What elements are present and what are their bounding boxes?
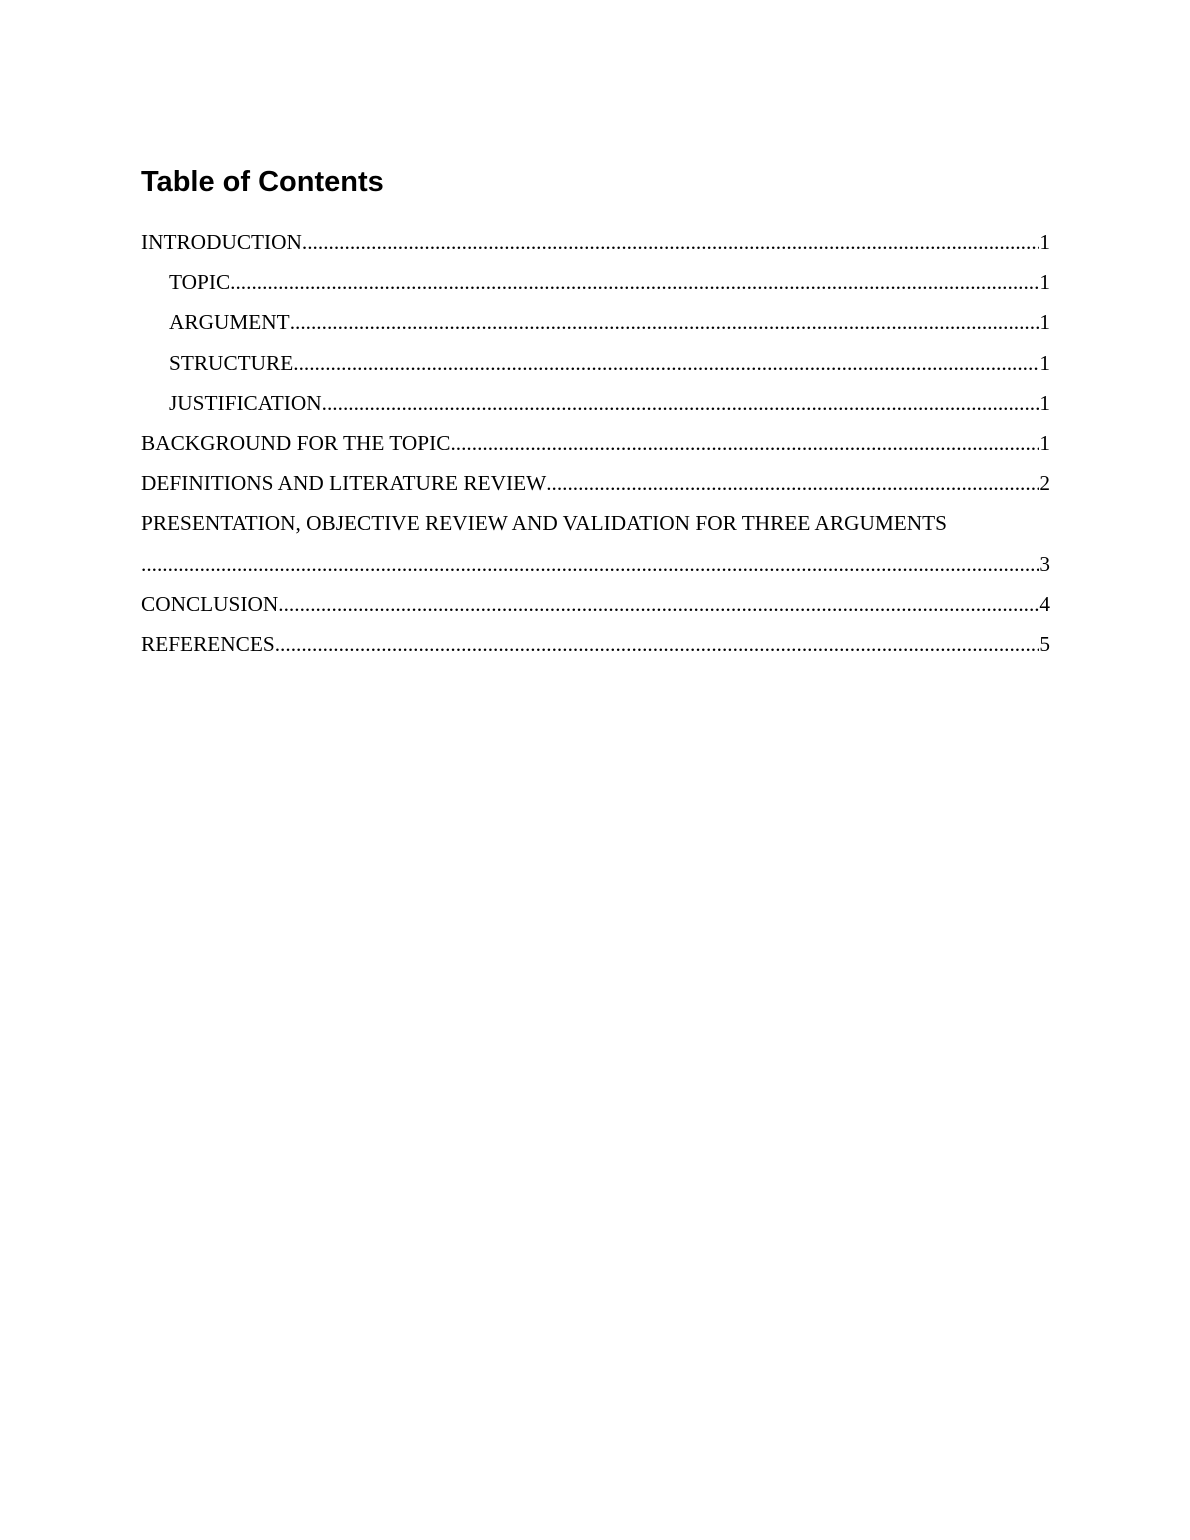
toc-entry-topic[interactable] xyxy=(141,262,1050,302)
toc-page-number: 5 xyxy=(1039,631,1050,656)
toc-page-number: 1 xyxy=(1039,390,1050,415)
toc-list xyxy=(141,222,1050,664)
toc-leader-dots xyxy=(546,463,1039,503)
document-page xyxy=(141,160,1050,664)
toc-entry-text: INTRODUCTION xyxy=(141,230,302,254)
toc-leader-dots xyxy=(278,584,1039,624)
toc-page-number: 2 xyxy=(1039,471,1050,496)
toc-entry-presentation[interactable] xyxy=(141,503,1050,583)
toc-leader-dots xyxy=(230,262,1039,302)
toc-page-number: 1 xyxy=(1039,430,1050,455)
toc-leader-dots xyxy=(275,624,1040,664)
toc-entry-text: ARGUMENT xyxy=(169,310,290,335)
toc-entry-text: BACKGROUND FOR THE TOPIC xyxy=(141,430,451,455)
toc-leader-dots xyxy=(141,544,1039,584)
toc-entry-references[interactable] xyxy=(141,624,1050,664)
toc-entry-definitions[interactable] xyxy=(141,463,1050,503)
toc-entry-text: JUSTIFICATION xyxy=(169,390,322,415)
toc-leader-dots xyxy=(293,343,1039,383)
toc-entry-structure[interactable] xyxy=(141,343,1050,383)
toc-entry-text: REFERENCES xyxy=(141,631,275,656)
toc-page-number: 1 xyxy=(1039,230,1050,254)
toc-page-number: 1 xyxy=(1039,310,1050,335)
toc-entry-text: PRESENTATION, OBJECTIVE REVIEW AND VALIDATION FOR THREE ARGUMENTS xyxy=(141,511,948,536)
toc-leader-dots xyxy=(290,302,1040,342)
toc-leader-dots xyxy=(322,383,1040,423)
toc-entry-text: TOPIC xyxy=(169,270,231,295)
toc-entry-continuation xyxy=(141,544,1050,584)
toc-entry-conclusion[interactable] xyxy=(141,584,1050,624)
toc-entry-background[interactable] xyxy=(141,423,1050,463)
toc-page-number: 1 xyxy=(1039,270,1050,295)
toc-page-number: 3 xyxy=(1039,551,1050,576)
toc-entry-text: CONCLUSION xyxy=(141,591,279,616)
toc-entry-argument[interactable] xyxy=(141,302,1050,342)
toc-entry-text: STRUCTURE xyxy=(169,350,294,375)
toc-entry-introduction[interactable] xyxy=(141,222,1050,262)
toc-entry-text: DEFINITIONS AND LITERATURE REVIEW xyxy=(141,471,547,496)
toc-leader-dots xyxy=(302,222,1039,262)
toc-title: Table of Contents xyxy=(141,166,384,198)
toc-page-number: 1 xyxy=(1039,350,1050,375)
toc-entry-justification[interactable] xyxy=(141,383,1050,423)
toc-leader-dots xyxy=(450,423,1039,463)
toc-page-number: 4 xyxy=(1039,591,1050,616)
